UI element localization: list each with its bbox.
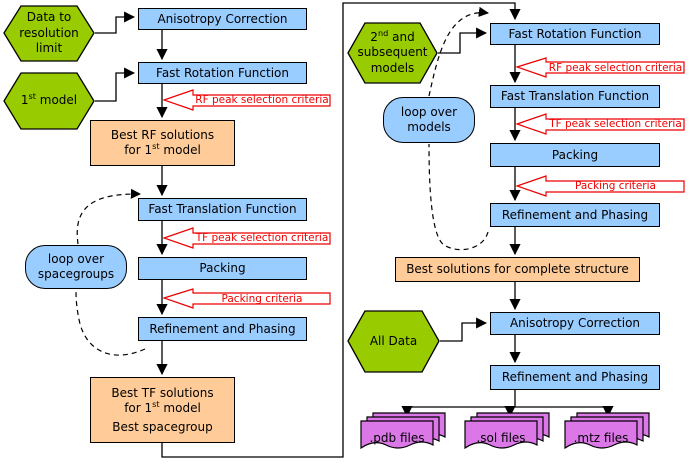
- result-box-best-solutions-complete-structure: Best solutions for complete structure: [395, 257, 640, 282]
- output-files-sol: .sol files: [464, 412, 554, 456]
- process-box-fast-translation-function-right: Fast Translation Function: [490, 85, 660, 108]
- loop-label-spacegroups: loop over spacegroups: [25, 245, 127, 289]
- hexagon-label: Data to resolution limit: [19, 10, 79, 56]
- process-box-fast-rotation-function-left: Fast Rotation Function: [138, 62, 307, 84]
- criteria-callout-packing-right: Packing criteria: [516, 175, 685, 197]
- process-box-anisotropy-correction-right: Anisotropy Correction: [490, 312, 660, 335]
- hexagon-label: 2nd and subsequent models: [357, 27, 428, 75]
- criteria-callout-packing-left: Packing criteria: [163, 288, 331, 309]
- input-hexagon-subsequent-models: [347, 22, 438, 84]
- process-box-fast-translation-function-left: Fast Translation Function: [138, 198, 307, 221]
- hexagon-label: 1st model: [20, 91, 78, 108]
- process-box-packing-right: Packing: [490, 143, 660, 167]
- input-hexagon-data-to-resolution-limit: [3, 5, 95, 62]
- result-box-best-tf-solutions: Best TF solutions for 1st model Best spacegroup: [90, 377, 235, 443]
- result-box-best-rf-solutions: Best RF solutions for 1st model: [90, 120, 235, 166]
- output-files-pdb: .pdb files: [360, 412, 450, 456]
- criteria-callout-rf-right: RF peak selection criteria: [516, 57, 685, 78]
- process-box-anisotropy-correction-left: Anisotropy Correction: [138, 8, 307, 30]
- input-hexagon-first-model: [3, 72, 95, 130]
- process-box-refinement-phasing-right: Refinement and Phasing: [490, 203, 660, 227]
- process-box-packing-left: Packing: [138, 257, 307, 280]
- hexagon-label: All Data: [369, 333, 418, 348]
- loop-label-models: loop over models: [383, 97, 475, 143]
- process-box-refinement-phasing-right-final: Refinement and Phasing: [490, 365, 660, 390]
- criteria-callout-tf-right: TF peak selection criteria: [516, 113, 685, 135]
- process-box-refinement-phasing-left: Refinement and Phasing: [138, 317, 307, 341]
- input-hexagon-all-data: [347, 310, 440, 373]
- criteria-callout-rf-left: RF peak selection criteria: [163, 89, 331, 111]
- criteria-callout-tf-left: TF peak selection criteria: [163, 227, 331, 249]
- output-files-mtz: .mtz files: [564, 412, 654, 456]
- process-box-fast-rotation-function-right: Fast Rotation Function: [490, 23, 660, 45]
